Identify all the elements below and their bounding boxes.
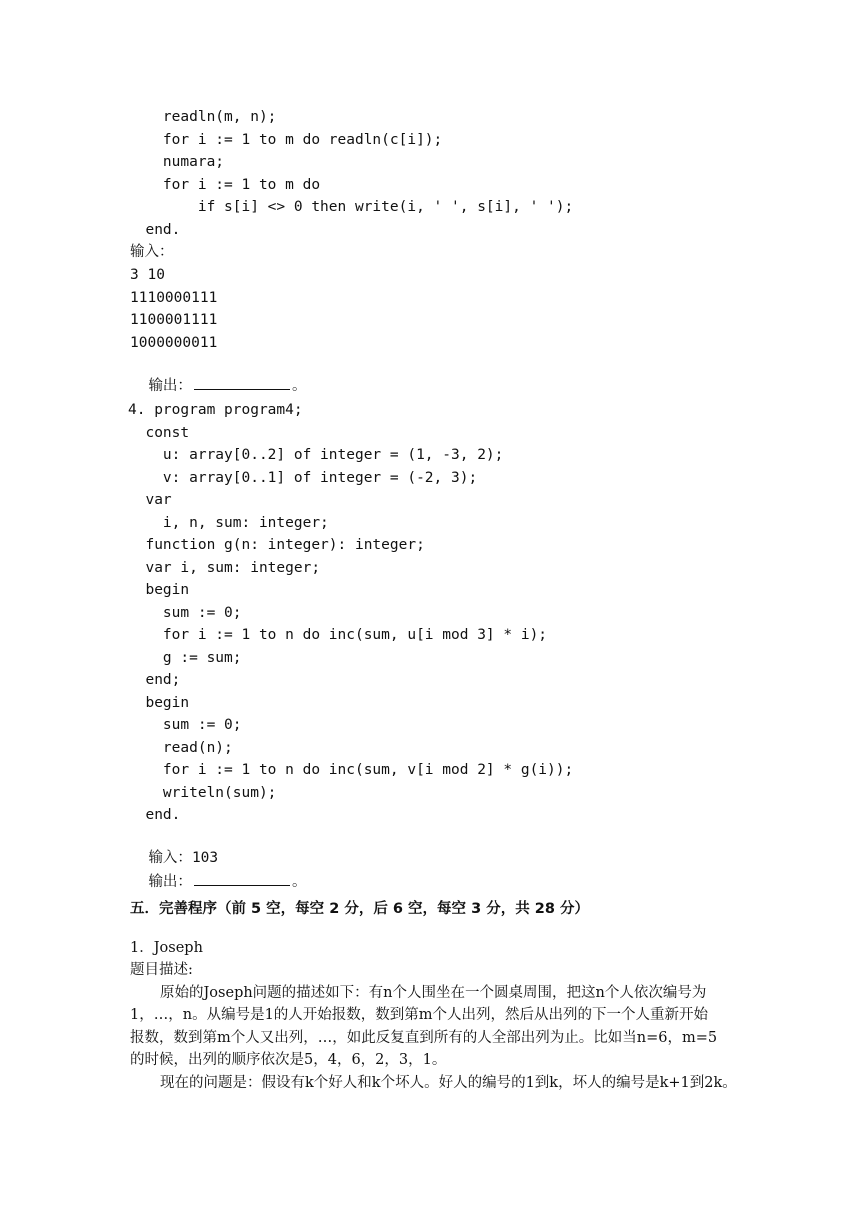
paragraph-line: 现在的问题是：假设有k个好人和k个坏人。好人的编号的1到k，坏人的编号是k+1到2k。: [160, 1075, 737, 1091]
code-line: for i := 1 to n do inc(sum, u[i mod 3] * i);: [128, 627, 548, 643]
input-line: 1100001111: [130, 312, 218, 328]
code-line: read(n);: [128, 740, 233, 756]
code-line: for i := 1 to m do: [128, 177, 321, 193]
input-label: 输入：: [148, 850, 192, 866]
paragraph-line: 原始的Joseph问题的描述如下：有n个人围坐在一个圆桌周围，把这n个人依次编号为: [160, 985, 707, 1001]
code-line: sum := 0;: [128, 605, 242, 621]
input-line: 3 10: [130, 267, 165, 283]
answer-blank[interactable]: [194, 375, 290, 390]
code-line: for i := 1 to n do inc(sum, v[i mod 2] * g(i));: [128, 762, 574, 778]
input-line: 1110000111: [130, 290, 218, 306]
paragraph-line: 的时候，出列的顺序依次是5，4，6，2，3，1。: [130, 1052, 447, 1068]
output-suffix: 。: [291, 378, 307, 394]
input-label: 输入：: [130, 244, 174, 260]
code-line: var i, sum: integer;: [128, 560, 321, 576]
answer-blank[interactable]: [194, 871, 290, 886]
code-line: var: [128, 492, 172, 508]
output-label: 输出：: [148, 378, 192, 394]
code-line: if s[i] <> 0 then write(i, ' ', s[i], ' ');: [128, 199, 574, 215]
code-line: function g(n: integer): integer;: [128, 537, 425, 553]
code-line: sum := 0;: [128, 717, 242, 733]
code-line: end.: [128, 222, 181, 238]
code-line: end;: [128, 672, 181, 688]
code-line: i, n, sum: integer;: [128, 515, 329, 531]
code-line: writeln(sum);: [128, 785, 277, 801]
code-line: g := sum;: [128, 650, 242, 666]
output-label: 输出：: [148, 874, 192, 890]
code-line: 4. program program4;: [128, 402, 303, 418]
code-line: begin: [128, 695, 190, 711]
code-line: numara;: [128, 154, 225, 170]
section-heading: 五．完善程序（前 5 空，每空 2 分，后 6 空，每空 3 分，共 28 分）: [130, 901, 590, 917]
code-line: u: array[0..2] of integer = (1, -3, 2);: [128, 447, 504, 463]
code-line: const: [128, 425, 190, 441]
problem-title: 1．Joseph: [130, 940, 203, 956]
description-label: 题目描述:: [130, 962, 193, 978]
code-line: begin: [128, 582, 190, 598]
output-suffix: 。: [291, 874, 307, 890]
code-line: for i := 1 to m do readln(c[i]);: [128, 132, 443, 148]
input-line: 1000000011: [130, 335, 218, 351]
input-value: 103: [191, 850, 219, 866]
code-line: v: array[0..1] of integer = (-2, 3);: [128, 470, 478, 486]
paragraph-line: 报数，数到第m个人又出列，…，如此反复直到所有的人全部出列为止。比如当n=6，m=5: [130, 1030, 718, 1046]
paragraph-line: 1，…，n。从编号是1的人开始报数，数到第m个人出列，然后从出列的下一个人重新开始: [130, 1007, 709, 1023]
code-line: readln(m, n);: [128, 109, 277, 125]
code-line: end.: [128, 807, 181, 823]
